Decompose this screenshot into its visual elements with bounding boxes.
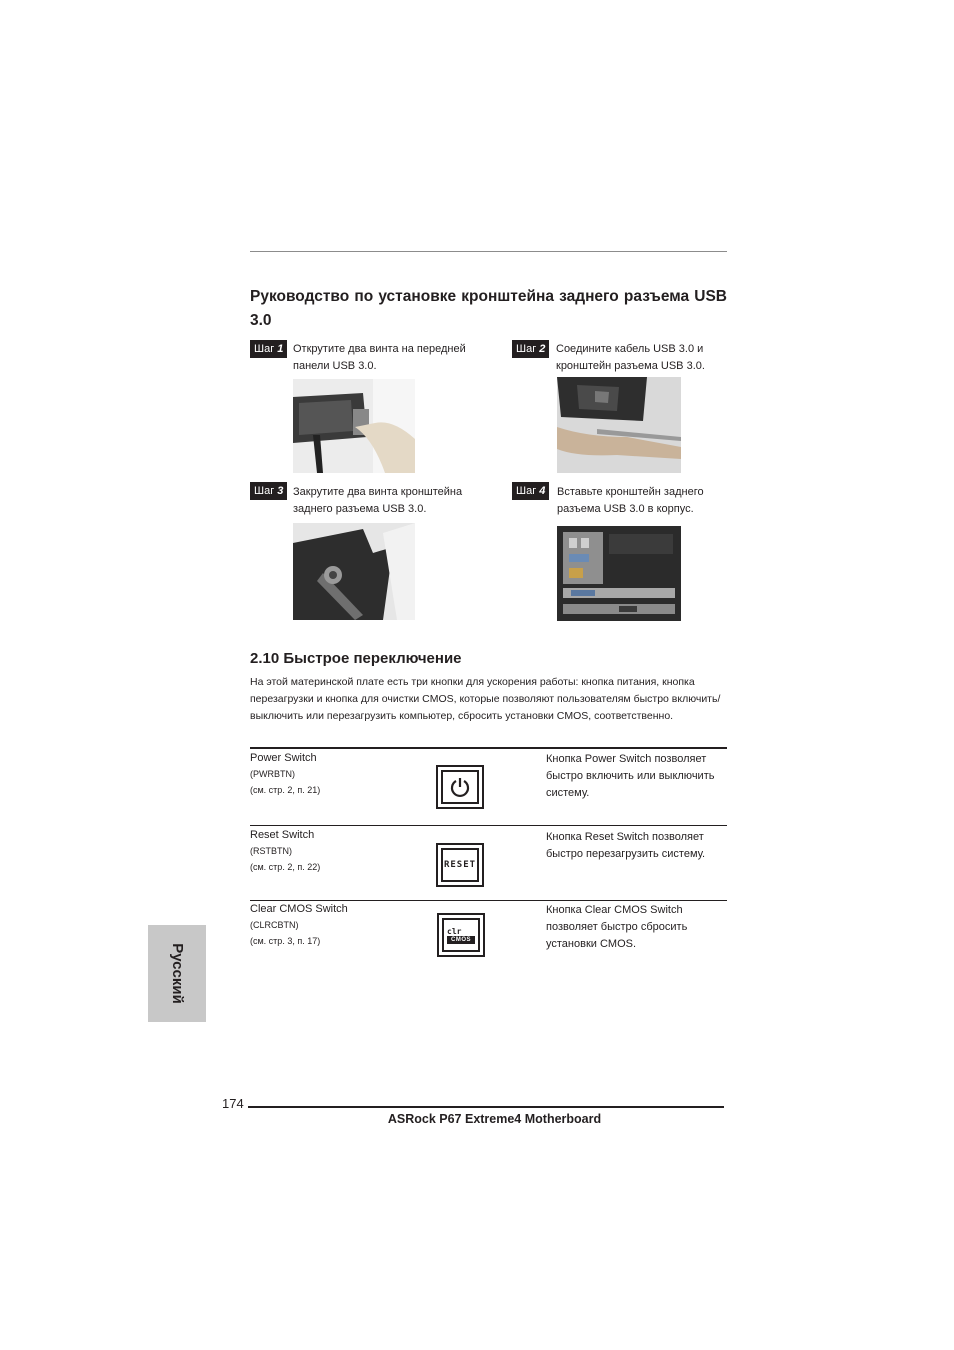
step-1-photo (293, 379, 415, 473)
header-rule (250, 251, 727, 252)
table-rule (250, 825, 727, 826)
step-text-2: Соедините кабель USB 3.0 и кронштейн разъема USB 3.0. (556, 343, 705, 372)
page-number: 174 (222, 1096, 244, 1111)
switch-description: Кнопка Reset Switch позволяет быстро перезагрузить систему. (546, 831, 706, 860)
switch-name: Reset Switch (250, 829, 315, 841)
step-text-1: Открутите два винта на передней панели USB 3.0. (293, 343, 466, 372)
switch-ref: (см. стр. 2, п. 22) (250, 862, 321, 872)
step-text-4: Вставьте кронштейн заднего разъема USB 3.0 в корпус. (557, 486, 704, 515)
switch-name: Clear CMOS Switch (250, 903, 348, 915)
step-badge-4: Шаг 4 (512, 482, 549, 500)
table-rule (250, 900, 727, 901)
switch-code: (CLRCBTN) (250, 920, 299, 930)
page-title: Руководство по установке кронштейна заднего разъема USB 3.0 (250, 288, 727, 329)
section-title: 2.10 Быстрое переключение (250, 650, 462, 667)
step-badge-3: Шаг 3 (250, 482, 287, 500)
step-4-photo (557, 526, 681, 621)
step-3-photo (293, 523, 415, 620)
footer-text: ASRock P67 Extreme4 Motherboard (387, 1112, 602, 1126)
power-icon (436, 765, 484, 809)
reset-icon: RESET (436, 843, 484, 887)
table-row (250, 828, 320, 874)
switch-code: (PWRBTN) (250, 769, 295, 779)
section-intro: На этой материнской плате есть три кнопки для ускорения работы: кнопка питания, кнопка перезагрузки и кнопка для очистки CMOS, которые позволяют пользователям быстро включить/выключить или перезагрузить компьютер, сбросить установки CMOS, соответственно. (250, 676, 721, 722)
step-badge-2: Шаг 2 (512, 340, 549, 358)
table-top-rule (250, 747, 727, 749)
switch-code: (RSTBTN) (250, 846, 292, 856)
switch-name: Power Switch (250, 752, 317, 764)
switch-ref: (см. стр. 2, п. 21) (250, 785, 321, 795)
step-text-3: Закрутите два винта кронштейна заднего разъема USB 3.0. (293, 486, 463, 515)
clear-cmos-icon: clr CMOS (437, 913, 485, 957)
table-row (250, 902, 348, 948)
switch-ref: (см. стр. 3, п. 17) (250, 936, 321, 946)
switch-description: Кнопка Power Switch позволяет быстро включить или выключить систему. (546, 753, 715, 799)
step-badge-1: Шаг 1 (250, 340, 287, 358)
footer-rule (248, 1106, 724, 1108)
step-2-photo (557, 377, 681, 473)
switch-description: Кнопка Clear CMOS Switch позволяет быстро сбросить установки CMOS. (546, 904, 688, 950)
table-row (250, 751, 320, 797)
language-side-tab: Русский (148, 925, 206, 1022)
